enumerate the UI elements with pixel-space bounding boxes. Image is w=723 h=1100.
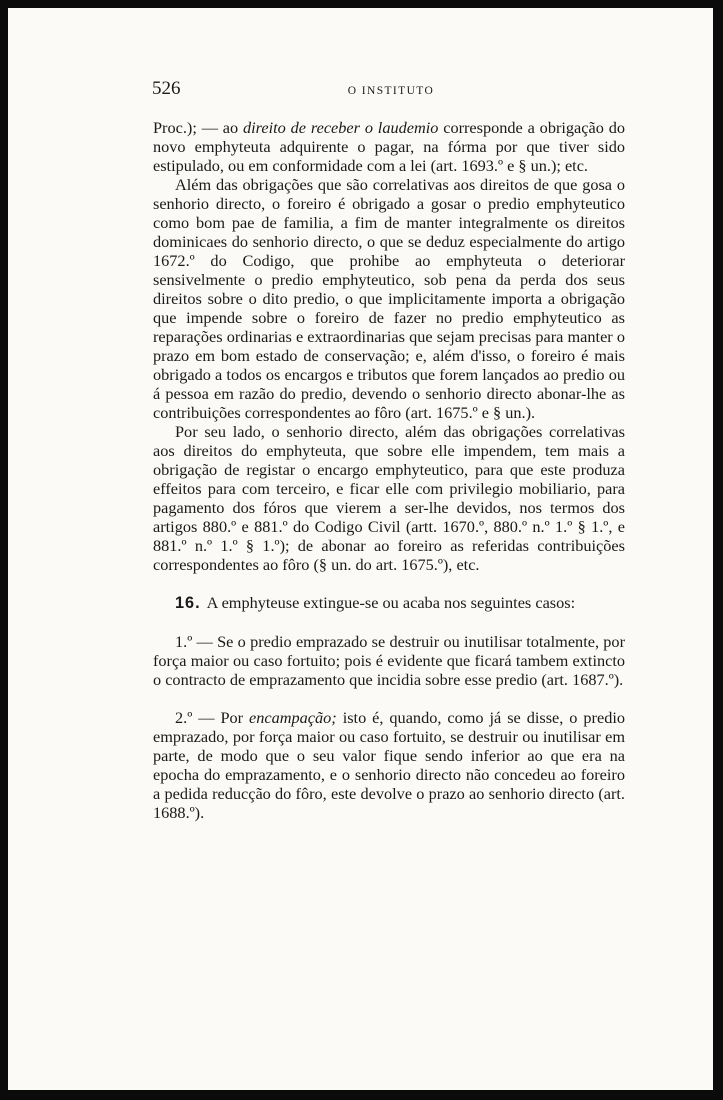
list-item-2: 2.º — Por encampação; isto é, quando, como já se disse, o predio emprazado, por força maior ou caso fortuito, se destruir ou inutilisar em parte, de modo que o seu valor fique sendo inferior ao que era na epocha do emprazamento, e o senhorio directo não concedeu ao foreiro a pedida reducção do fôro, este devolve o prazo ao senhorio directo (art. 1688.º). bbox=[153, 708, 625, 822]
paragraph-obligations-senhorio: Por seu lado, o senhorio directo, além das obrigações correlativas aos direitos do emphyteuta, que sobre elle impendem, tem mais a obrigação de registar o encargo emphyteutico, para que este produza effeitos para com terceiro, e ficar elle com privilegio mobiliario, para pagamento dos fóros que vierem a ser-lhe devidos, nos termos dos artigos 880.º e 881.º do Codigo Civil (artt. 1670.º, 880.º n.º 1.º § 1.º, e 881.º n.º 1.º § 1.º); de abonar ao foreiro as referidas contribuições correspondentes ao fôro (§ un. do art. 1675.º), etc. bbox=[153, 422, 625, 574]
list-item-1: 1.º — Se o predio emprazado se destruir ou inutilisar totalmente, por força maior ou caso fortuito; pois é evidente que ficará tambem extincto o contracto de emprazamento que incidia sobre esse predio (art. 1687.º). bbox=[153, 632, 625, 689]
section-text: A emphyteuse extingue-se ou acaba nos seguintes casos: bbox=[206, 593, 576, 612]
italic-term: direito de receber o laudemio bbox=[243, 118, 439, 137]
page-number: 526 bbox=[152, 78, 181, 99]
section-16 bbox=[153, 593, 625, 613]
body-text bbox=[153, 118, 625, 822]
paragraph-continued: Proc.); — ao direito de receber o laudemio corresponde a obrigação do novo emphyteuta adquirente o pagar, na fórma por que tiver sido estipulado, ou em conformidade com a lei (art. 1693.º e § un.); etc. bbox=[153, 118, 625, 175]
journal-title: O INSTITUTO bbox=[347, 85, 435, 97]
italic-term: encampação; bbox=[249, 708, 337, 727]
section-number: 16. bbox=[175, 594, 201, 612]
paragraph-obligations-foreiro: Além das obrigações que são correlativas aos direitos de que gosa o senhorio directo, o foreiro é obrigado a gosar o predio emphyteutico como bom pae de familia, a fim de manter integralmente os direitos dominicaes do senhorio directo, o que se deduz especialmente do artigo 1672.º do Codigo, que prohibe ao emphyteuta o deteriorar sensivelmente o predio emphyteutico, sob pena da perda dos seus direitos sobre o dito predio, o que implicitamente importa a obrigação que impende sobre o foreiro de fazer no predio emphyteutico as reparações ordinarias e extraordinarias que sejam precisas para manter o prazo em bom estado de conservação; e, além d'isso, o foreiro é mais obrigado a todos os encargos e tributos que forem lançados ao predio ou á pessoa em razão do predio, devendo o senhorio directo abonar-lhe as contribuições correspondentes ao fôro (art. 1675.º e § un.). bbox=[153, 175, 625, 422]
running-header bbox=[152, 78, 630, 108]
